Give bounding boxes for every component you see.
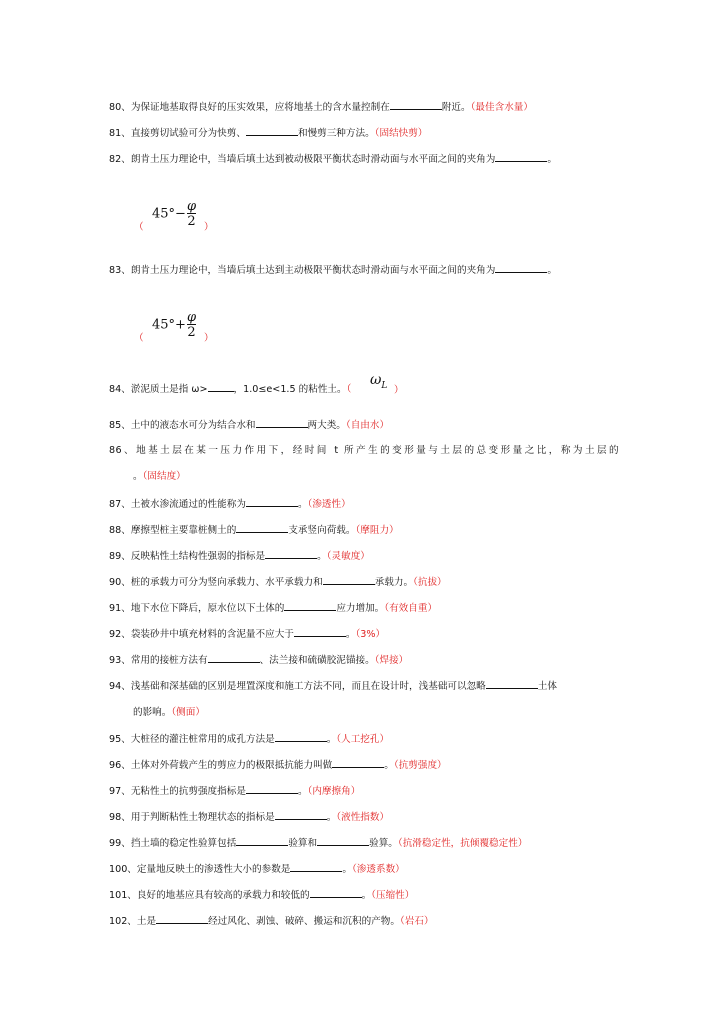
formula-45-plus-phi-over-2: 45°+ $\frac{\varphi}{2}$ [152,310,197,340]
answer-blank [284,601,336,611]
answer-text: （侧面） [171,707,205,718]
question-86: 86、地基土层在某一压力作用下，经时间 t 所产生的变形量与土层的总变形量之比，称为土层的 [109,445,619,456]
answer-blank [246,126,298,136]
answer-text: （最佳含水量） [470,102,533,113]
answer-blank [486,679,538,689]
formula-45-minus-phi-over-2: 45°− $\frac{\varphi}{2}$ [152,199,197,229]
question-89: 89、反映粘性土结构性强弱的指标是 。（灵敏度） [109,551,370,562]
answer-text: （人工挖孔） [336,734,390,745]
answer-blank [208,382,234,392]
question-86-cont: 。（固结度） [133,471,186,482]
answer-blank [246,497,298,507]
answer-blank [256,418,308,428]
answer-blank [275,732,327,742]
answer-text: （焊接） [374,655,409,666]
question-95: 95、大桩径的灌注桩常用的成孔方法是 。（人工挖孔） [109,734,390,745]
question-90: 90、桩的承载力可分为竖向承载力、水平承载力和 承载力。（抗拔） [109,577,447,588]
answer-text: （岩石） [399,916,434,927]
answer-text: （抗剪强度） [393,760,447,771]
answer-blank [390,100,442,110]
question-94: 94、浅基础和深基础的区别是埋置深度和施工方法不同，而且在设计时，浅基础可以忽略 土体 [109,681,557,692]
answer-text: （固结快剪） [374,128,428,139]
answer-text: （液性指数） [336,812,390,823]
question-88: 88、摩擦型桩主要靠桩侧土的 支承竖向荷载。（摩阻力） [109,525,399,536]
formula-omega-L: $\omega_L$ [370,372,388,391]
answer-text: （3%） [355,629,386,640]
question-98: 98、用于判断粘性土物理状态的指标是 。（液性指数） [109,812,390,823]
answer-blank [275,810,327,820]
question-80: 80、为保证地基取得良好的压实效果，应将地基土的含水量控制在 附近。（最佳含水量） [109,102,533,113]
answer-blank [332,758,384,768]
answer-text: （抗滑稳定性，抗倾覆稳定性） [397,838,528,849]
question-84: 84、淤泥质土是指 ω> ，1.0≤e<1.5 的粘性土。（ [109,384,352,395]
answer-text: （自由水） [345,420,390,431]
question-101: 101、良好的地基应具有较高的承载力和较低的 。（压缩性） [109,890,415,901]
answer-blank [156,914,208,924]
answer-close-paren: ） [204,333,214,344]
answer-blank [495,263,547,273]
answer-text: （内摩擦角） [307,786,361,797]
question-99: 99、挡土墙的稳定性验算包括 验算和 验算。（抗滑稳定性，抗倾覆稳定性） [109,838,528,849]
answer-open-paren: （ [134,222,144,233]
answer-open-paren: （ [346,384,352,395]
question-96: 96、土体对外荷载产生的剪应力的极限抵抗能力叫做 。（抗剪强度） [109,760,447,771]
question-83: 83、朗肯土压力理论中，当墙后填土达到主动极限平衡状态时滑动面与水平面之间的夹角为 。 [109,265,557,276]
answer-blank [236,523,288,533]
question-81: 81、直接剪切试验可分为快剪、 和慢剪三种方法。（固结快剪） [109,128,428,139]
question-82: 82、朗肯土压力理论中，当墙后填土达到被动极限平衡状态时滑动面与水平面之间的夹角为 。 [109,154,557,165]
answer-text: （固结度） [142,471,186,482]
answer-blank [290,862,342,872]
question-97: 97、无粘性土的抗剪强度指标是 。（内摩擦角） [109,786,361,797]
answer-blank [317,836,369,846]
question-93: 93、常用的接桩方法有 、法兰接和硫磺胶泥锚接。（焊接） [109,655,409,666]
answer-blank [265,549,317,559]
question-85: 85、土中的液态水可分为结合水和 两大类。（自由水） [109,420,390,431]
answer-text: （压缩性） [371,890,415,901]
answer-blank [246,784,298,794]
question-94-cont: 的影响。（侧面） [133,707,205,718]
answer-text: （摩阻力） [355,525,399,536]
answer-blank [236,836,288,846]
answer-open-paren: （ [134,333,144,344]
answer-text: （灵敏度） [326,551,370,562]
answer-blank [208,653,260,663]
question-87: 87、土被水渗流通过的性能称为 。（渗透性） [109,499,351,510]
answer-blank [294,627,346,637]
question-92: 92、袋装砂井中填充材料的含泥量不应大于 。（3%） [109,629,386,640]
question-91: 91、地下水位下降后，原水位以下土体的 应力增加。（有效自重） [109,603,438,614]
question-100: 100、定量地反映土的渗透性大小的参数是 。（渗透系数） [109,864,405,875]
answer-close-paren: ） [204,222,214,233]
answer-blank [495,152,547,162]
question-102: 102、土是 经过风化、剥蚀、破碎、搬运和沉积的产物。（岩石） [109,916,434,927]
answer-text: （抗拔） [413,577,447,588]
answer-blank [310,888,362,898]
answer-text: （渗透性） [307,499,351,510]
answer-text: （有效自重） [384,603,438,614]
answer-blank [323,575,375,585]
answer-close-paren: ） [394,385,404,396]
answer-text: （渗透系数） [352,864,405,875]
